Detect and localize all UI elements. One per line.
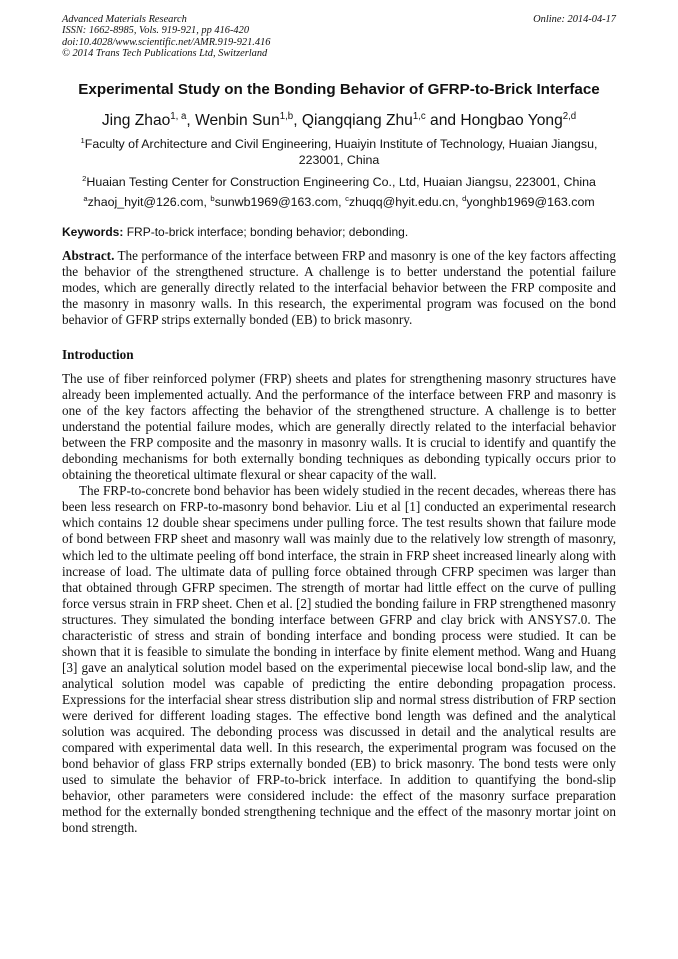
keywords [62, 225, 616, 240]
paper-title: Experimental Study on the Bonding Behavior of GFRP-to-Brick Interface [78, 81, 600, 98]
email-link[interactable]: yonghb1969@163.com [466, 195, 595, 209]
author-sup: 1,b [279, 110, 294, 122]
author-list [40, 111, 638, 131]
introduction-body [62, 371, 616, 836]
author-name: Wenbin Sun [195, 112, 280, 129]
issn-line: ISSN: 1662-8985, Vols. 919-921, pp 416-420 [62, 25, 250, 37]
author-sup: 1,c [412, 110, 426, 122]
abstract-text: The performance of the interface between FRP and masonry is one of the key factors affecting the behavior of the strengthened structure. A challenge is to better understand the potential failure modes, which are generally directly related to the interfacial behavior between the FRP composite and the masonry in masonry walls. In this research, the experimental program was focused on the bond behavior of GFRP strips externally bonded (EB) to brick masonry. [62, 248, 616, 328]
paragraph: The FRP-to-concrete bond behavior has been widely studied in the recent decades, whereas there has been less research on FRP-to-masonry bond behavior. Liu et al [1] conducted an experimental research which contains 12 double shear specimens under pulling force. The test results shown that failure mode of bond between FRP sheet and masonry wall was mainly due to the relatively low strength of masonry, which led to the ultimate peeling off bond interface, the strain in FRP sheet increased linearly along with increase of load. The ultimate data of pulling force obtained through CFRP specimen was larger than that obtained through GFRP specimen. The strength of mortar had little effect on the curve of pulling force versus strain in FRP sheet. Chen et al. [2] studied the bonding failure in FRP strengthened masonry structures. They simulated the bonding interface between GFRP and clay brick with ANSYS7.0. The characteristic of stress and strain of bonding interface and bonding process were studied. It can be shown that it is feasible to simulate the bonding in interface by finite element method. Wang and Huang [3] gave an analytical solution model based on the experimental piecewise local bond-slip law, and the analytical solution model was capable of predicting the entire debonding propagation process. Expressions for the interfacial shear stress distribution slip and normal stress distribution of FRP section were derived for different loading stages. The effective bond length was defined and the analytical solution was acquired. The debonding process was discussed in detail and the analytical results are compared with experimental data well. In this research, the experimental program was focused on the bond behavior of glass FRP strips externally bonded (EB) to brick masonry. The bond tests were only used to simulate the behavior of FRP-to-brick interface. In addition to quantifying the bond-slip behavior, other parameters were considered include: the effect of the masonry surface preparation method for the externally bonded strengthening technique and the effect of the masonry mortar joint on bond strength. [62, 483, 616, 836]
copyright-line: © 2014 Trans Tech Publications Ltd, Switzerland [62, 47, 268, 59]
affiliation-sup: 2 [82, 173, 87, 183]
email-sup: b [210, 193, 215, 203]
keywords-text: FRP-to-brick interface; bonding behavior; debonding. [123, 225, 409, 239]
email-list: $^a$zhaoj_hyit@126.com, $^b$sunwb1969@163.com, $^c$zhuqq@hyit.edu.cn, $^d$yonghb1969@163.com [83, 193, 595, 209]
author-separator: , [186, 112, 196, 129]
journal-name: Advanced Materials Research [62, 14, 187, 25]
author-separator: and [425, 112, 461, 129]
journal-header [62, 14, 616, 59]
abstract-label: Abstract. [62, 248, 115, 263]
affiliation-sup: 1 [80, 135, 85, 145]
email-link[interactable]: zhaoj_hyit@126.com [87, 195, 204, 209]
email-link[interactable]: sunwb1969@163.com [214, 195, 339, 209]
affiliation-text: Faculty of Architecture and Civil Engineering, Huaiyin Institute of Technology, Huaian Jiangsu, 223001, China [84, 137, 598, 167]
affiliation-text: Huaian Testing Center for Construction Engineering Co., Ltd, Huaian Jiangsu, 223001, China [86, 175, 596, 189]
author-sup: 2,d [562, 110, 577, 122]
affiliation-1 [62, 137, 616, 168]
author-name: Hongbao Yong [460, 112, 563, 129]
author-name: Qiangqiang Zhu [301, 112, 413, 129]
affiliation-2 [62, 175, 616, 191]
author-sup: 1, a [170, 110, 187, 122]
email-sup: c [345, 193, 349, 203]
author-separator: , [293, 112, 302, 129]
email-link[interactable]: zhuqq@hyit.edu.cn [348, 195, 456, 209]
email-sup: d [462, 193, 467, 203]
keywords-label: Keywords: [62, 225, 124, 239]
section-heading-introduction: Introduction [62, 347, 134, 362]
email-sup: a [83, 193, 88, 203]
author-name: Jing Zhao [101, 112, 171, 129]
paragraph: The use of fiber reinforced polymer (FRP) sheets and plates for strengthening masonry structures have already been implemented actually. And the performance of the interface between FRP and masonry is one of the key factors affecting the behavior of the strengthened structure. A challenge is to better understand the potential failure modes, which are generally directly related to the interfacial behavior between the FRP composite and the masonry in masonry walls. It is crucial to identify and quantify the debonding mechanisms for both externally bonding techniques as debonding typically occurs prior to obtaining the theoretical ultimate flexural or shear capacity of the wall. [62, 371, 616, 483]
doi-line: doi:10.4028/www.scientific.net/AMR.919-921.416 [62, 36, 271, 48]
online-date: Online: 2014-04-17 [533, 14, 616, 25]
abstract [62, 248, 616, 328]
